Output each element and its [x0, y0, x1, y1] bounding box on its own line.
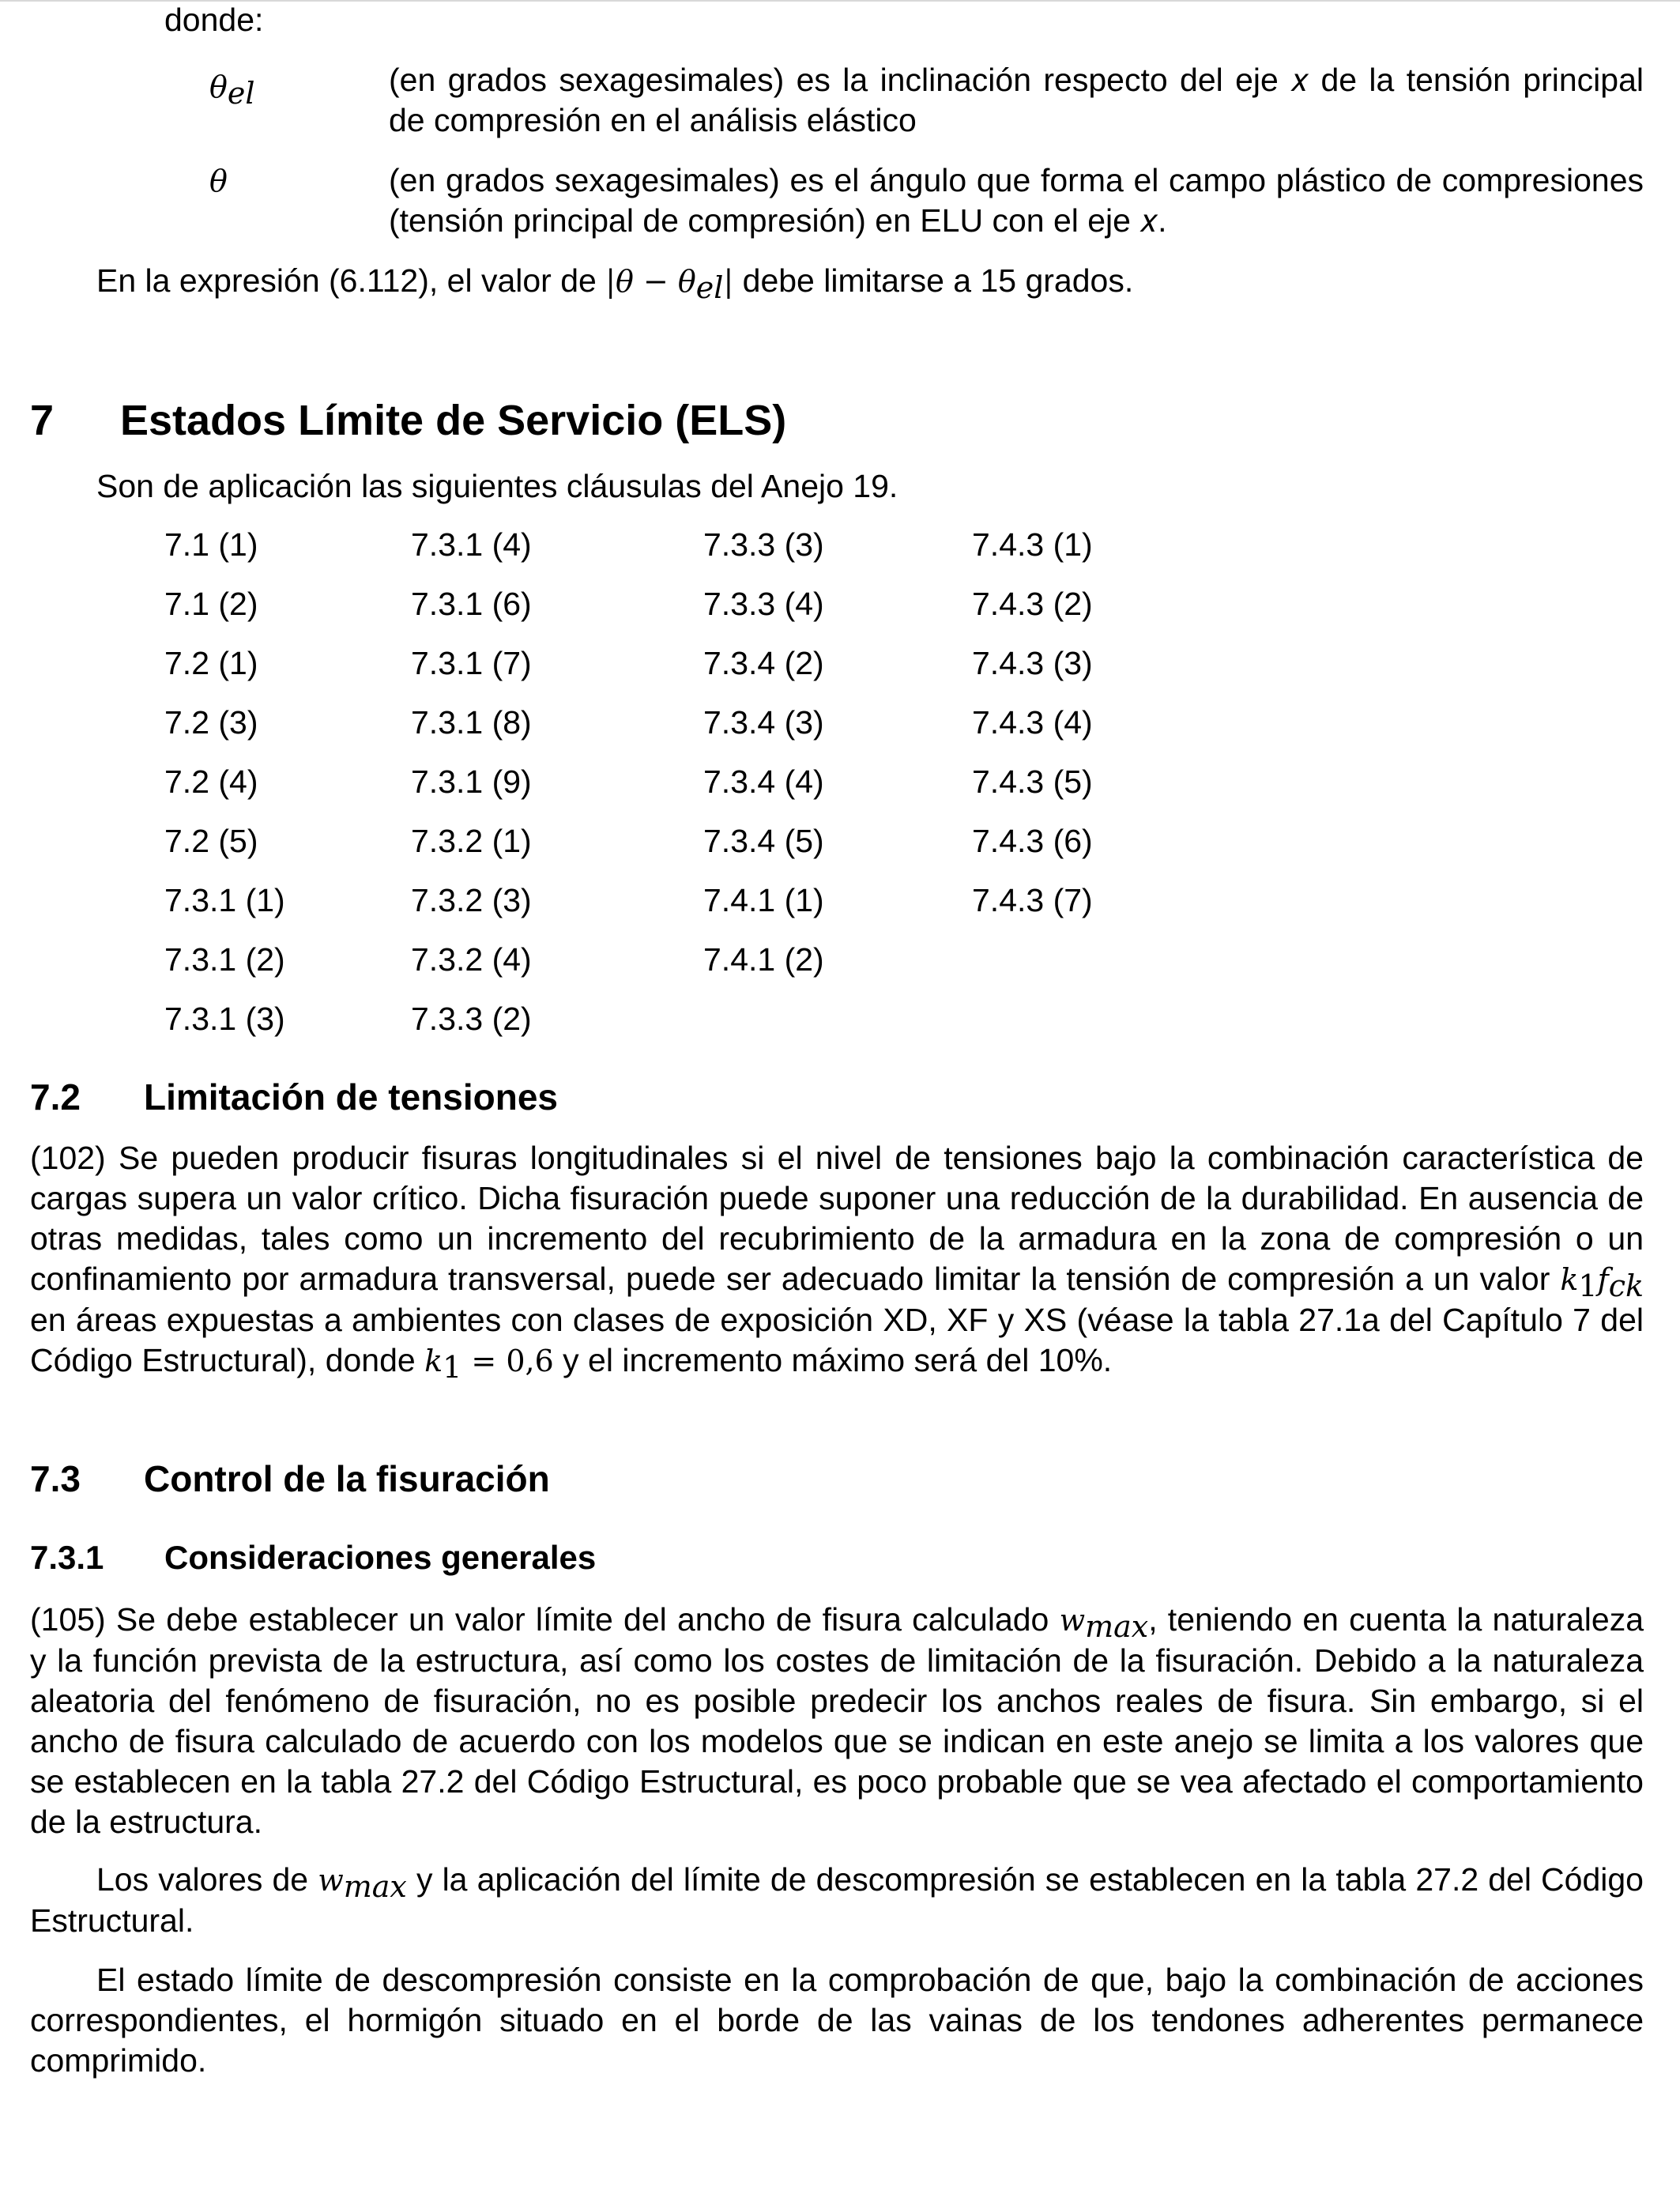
section-7-3-1-number: 7.3.1 [30, 1539, 104, 1576]
section-7-3-title: Control de la fisuración [144, 1458, 550, 1499]
paragraph-decompression: El estado límite de descompresión consiste en la comprobación de que, bajo la combinación de acciones correspondientes, el hormigón situado en el borde de las vainas de los tendones adherentes permanece comprimido. [30, 1962, 1644, 2079]
clause-item: 7.3.4 (3) [703, 704, 824, 741]
clause-item: 7.3.3 (4) [703, 586, 824, 622]
clauses-column-1 [164, 525, 285, 1058]
theta-symbol: θ [209, 164, 228, 198]
section-7-3-1-title: Consideraciones generales [164, 1539, 597, 1576]
clause-item: 7.4.3 (4) [972, 704, 1093, 741]
clause-item: 7.2 (3) [164, 704, 258, 741]
clause-item: 7.4.1 (2) [703, 941, 824, 978]
clause-item: 7.2 (1) [164, 645, 258, 681]
paragraph-number: (105) [30, 1601, 106, 1638]
clauses-column-2 [411, 525, 532, 1058]
clause-item: 7.2 (4) [164, 763, 258, 800]
definition-theta: (en grados sexagesimales) es el ángulo que forma el campo plástico de compresiones (tensión principal de compresión) en ELU con el eje 𝑥. [389, 162, 1644, 239]
clause-item: 7.4.3 (7) [972, 882, 1093, 918]
clause-item: 7.1 (1) [164, 526, 258, 563]
clause-item: 7.3.4 (2) [703, 645, 824, 681]
limit-sentence: En la expresión (6.112), el valor de $|\theta - \theta_{el}|$ debe limitarse a 15 grados. [96, 262, 1134, 305]
clause-item: 7.3.2 (3) [411, 882, 532, 918]
clause-item: 7.4.3 (1) [972, 526, 1093, 563]
section-7-intro: Son de aplicación las siguientes cláusulas del Anejo 19. [96, 468, 898, 504]
clause-item: 7.3.2 (4) [411, 941, 532, 978]
clause-item: 7.4.3 (2) [972, 586, 1093, 622]
clause-item: 7.3.1 (3) [164, 1001, 285, 1037]
clause-item: 7.3.1 (6) [411, 586, 532, 622]
paragraph-102: (102) Se pueden producir fisuras longitudinales si el nivel de tensiones bajo la combinación característica de cargas supera un valor crítico. Dicha fisuración puede suponer una reducción de la durabilidad. En ausencia de otras medidas, tales como un incremento del recubrimiento de la armadura en la zona de compresión o un confinamiento por armadura transversal, puede ser adecuado limitar la tensión de compresión a un valor $k_1f_{ck}$ en áreas expuestas a ambientes con clases de exposición XD, XF y XS (véase la tabla 27.1a del Capítulo 7 del Código Estructural), donde $k_1 = 0,6$ y el incremento máximo será del 10%. [30, 1140, 1644, 1385]
clause-item: 7.4.1 (1) [703, 882, 824, 918]
clause-item: 7.1 (2) [164, 586, 258, 622]
clause-item: 7.3.1 (7) [411, 645, 532, 681]
clause-item: 7.3.1 (1) [164, 882, 285, 918]
section-7-2-number: 7.2 [30, 1076, 81, 1118]
section-7-number: 7 [30, 397, 55, 444]
clause-item: 7.4.3 (6) [972, 823, 1093, 859]
definition-theta-el: (en grados sexagesimales) es la inclinación respecto del eje 𝑥 de la tensión principal de compresión en el análisis elástico [389, 62, 1644, 138]
theta-el-symbol: $\theta_{el}$ [209, 70, 255, 111]
clause-item: 7.3.2 (1) [411, 823, 532, 859]
clause-item: 7.3.1 (9) [411, 763, 532, 800]
paragraph-wmax-values: Los valores de $w_{max}$ y la aplicación del límite de descompresión se establecen en la tabla 27.2 del Código Estructural. [30, 1861, 1644, 1939]
clause-item: 7.3.4 (5) [703, 823, 824, 859]
section-7-3-number: 7.3 [30, 1458, 81, 1499]
clause-item: 7.3.1 (2) [164, 941, 285, 978]
paragraph-105: (105) Se debe establecer un valor límite del ancho de fisura calculado $w_{max}$, teniendo en cuenta la naturaleza y la función prevista de la estructura, así como los costes de limitación de la fisuración. Debido a la naturaleza aleatoria del fenómeno de fisuración, no es posible predecir los anchos reales de fisura. Sin embargo, si el ancho de fisura calculado de acuerdo con los modelos que se indican en este anejo se limita a los valores que se establecen en la tabla 27.2 del Código Estructural, es poco probable que se vea afectado el comportamiento de la estructura. [30, 1601, 1644, 1840]
clause-item: 7.4.3 (5) [972, 763, 1093, 800]
clause-item: 7.4.3 (3) [972, 645, 1093, 681]
clause-item: 7.2 (5) [164, 823, 258, 859]
clause-item: 7.3.1 (8) [411, 704, 532, 741]
clause-item: 7.3.3 (2) [411, 1001, 532, 1037]
donde-label: donde: [164, 2, 264, 38]
section-7-title: Estados Límite de Servicio (ELS) [120, 397, 787, 444]
clauses-column-3 [703, 525, 824, 999]
section-7-2-title: Limitación de tensiones [144, 1076, 558, 1118]
clause-item: 7.3.4 (4) [703, 763, 824, 800]
clauses-column-4 [972, 525, 1093, 940]
clause-item: 7.3.3 (3) [703, 526, 824, 563]
paragraph-number: (102) [30, 1140, 106, 1176]
clause-item: 7.3.1 (4) [411, 526, 532, 563]
